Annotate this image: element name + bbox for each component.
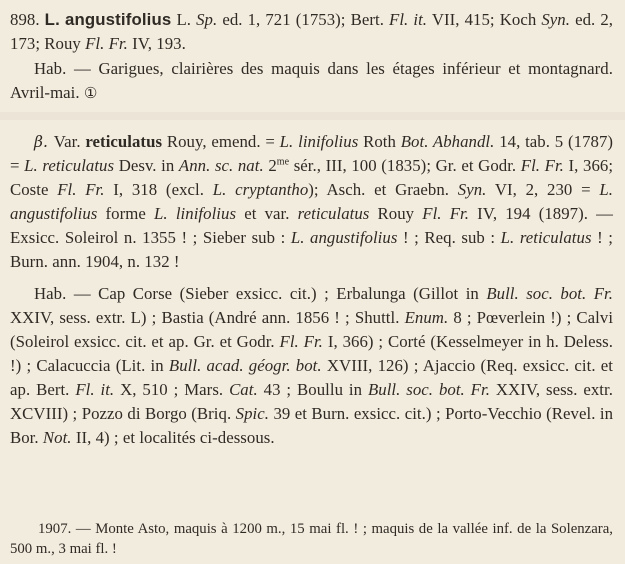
- habitat-text: II, 4) ; et localités ci-dessous.: [75, 428, 275, 447]
- variety-rank: Var.: [53, 132, 81, 151]
- citation-detail: ); Asch. et Graebn.: [308, 180, 450, 199]
- citation-work: Fl. Fr.: [85, 34, 128, 53]
- series-superscript: me: [276, 156, 290, 168]
- citation-work: Fl. Fr.: [520, 156, 564, 175]
- citation-detail: ! ; Req. sub :: [402, 228, 496, 247]
- citation-detail: 14, tab. 5 (1787) =: [10, 132, 614, 175]
- life-form-symbol: ①: [83, 84, 98, 102]
- habitat-text: 43 ; Boullu in: [263, 380, 363, 399]
- citation-detail: VI, 2, 230 =: [494, 180, 591, 199]
- citation-work: Fl. it.: [389, 10, 428, 29]
- citation-work: Fl. Fr.: [422, 204, 469, 223]
- citation-work: Fl. it.: [75, 380, 115, 399]
- synonym-genus: L.: [599, 180, 614, 199]
- citation-detail: ed. 2, 173; Rouy: [10, 10, 614, 53]
- form-name: L. linifolius: [154, 204, 237, 223]
- citation-work: Fl. Fr.: [279, 332, 323, 351]
- taxon-genus-abbrev: L.: [44, 10, 60, 29]
- habitat-text: 8 ; Pœverlein !) ; Calvi (Soleirol exsicc. cit. et ap. Gr. et Godr.: [10, 308, 614, 351]
- exsiccata-name: L. reticulatus: [500, 228, 592, 247]
- citation-detail: IV, 194 (1897). — Exsicc. Soleirol n. 1355 ! ; Sieber sub :: [10, 204, 613, 247]
- synonym-author: Roth: [363, 132, 396, 151]
- synonym-author: Desv. in: [118, 156, 175, 175]
- citation-detail: ed. 1, 721 (1753); Bert.: [222, 10, 384, 29]
- habitat-paragraph: [10, 57, 613, 105]
- synonym-author: Rouy: [377, 204, 415, 223]
- habitat-text: X, 510 ; Mars.: [120, 380, 224, 399]
- citation-detail: ! ; Burn. ann. 1904, n. 132 !: [10, 228, 613, 271]
- series-number: 2: [268, 156, 277, 175]
- conjunction: et var.: [244, 204, 290, 223]
- habitat-text: Hab. — Cap Corse (Sieber exsicc. cit.) ; Erbalunga (Gillot in: [34, 284, 479, 303]
- variety-name: reticulatus: [85, 132, 163, 151]
- citation-work: Bot. Abhandl.: [400, 132, 495, 151]
- species-heading: [10, 8, 613, 56]
- form-label: forme: [105, 204, 146, 223]
- synonym-species: linifolius: [298, 132, 359, 151]
- citation-work: Enum.: [404, 308, 449, 327]
- citation-detail: sér., III, 100 (1835); Gr. et Godr.: [293, 156, 517, 175]
- synonym-species: reticulatus: [42, 156, 115, 175]
- synonym-species: angustifolius: [10, 204, 98, 223]
- variety-synonym: reticulatus: [297, 204, 370, 223]
- citation-work: Ann. sc. nat.: [178, 156, 264, 175]
- variety-entry: [10, 130, 613, 450]
- citation-work: Cat.: [229, 380, 258, 399]
- citation-work: Spic.: [235, 404, 269, 423]
- collection-note: [10, 519, 613, 559]
- citation-detail: I, 366; Coste: [10, 156, 614, 199]
- synonym-genus: L.: [279, 132, 294, 151]
- citation-work: Bull. acad. géogr. bot.: [168, 356, 322, 375]
- excluded-taxon: L. cryptantho: [212, 180, 309, 199]
- greek-marker: β.: [34, 133, 48, 151]
- citation-detail: VII, 415; Koch: [431, 10, 537, 29]
- habitat-text: Hab. — Garigues, clairières des maquis dans les étages inférieur et montagnard. Avril-mai.: [10, 59, 613, 102]
- citation-work: Syn.: [541, 10, 570, 29]
- variety-author: Rouy, emend. =: [166, 132, 275, 151]
- citation-work: Bull. soc. bot. Fr.: [367, 380, 490, 399]
- citation-work: Not.: [42, 428, 72, 447]
- variety-synonymy: [10, 130, 613, 274]
- citation-detail: IV, 193.: [132, 34, 186, 53]
- variety-habitat: [10, 282, 613, 450]
- entry-number: 898.: [10, 10, 40, 29]
- exsiccata-name: L. angustifolius: [290, 228, 398, 247]
- taxon-species-name: angustifolius: [64, 10, 172, 29]
- citation-detail: I, 318 (excl.: [113, 180, 204, 199]
- synonym-genus: L.: [24, 156, 38, 175]
- citation-work: Sp.: [196, 10, 218, 29]
- habitat-text: XXIV, sess. extr. XCVIII) ; Pozzo di Borgo (Briq.: [10, 380, 613, 423]
- citation-work: Bull. soc. bot. Fr.: [486, 284, 613, 303]
- citation-work: Syn.: [457, 180, 487, 199]
- habitat-text: XVIII, 126) ; Ajaccio (Req. exsicc. cit. et ap. Bert.: [10, 356, 614, 399]
- citation-author: L.: [176, 10, 191, 29]
- species-entry: [10, 8, 613, 105]
- habitat-text: I, 366) ; Corté (Kesselmeyer in h. Deless. !) ; Calacuccia (Lit. in: [10, 332, 613, 375]
- collection-note-text: 1907. — Monte Asto, maquis à 1200 m., 15 mai fl. ! ; maquis de la vallée inf. de la Solenzara, 500 m., 3 mai fl. !: [10, 521, 613, 557]
- habitat-text: XXIV, sess. extr. L) ; Bastia (André ann. 1856 ! ; Shuttl.: [10, 308, 400, 327]
- habitat-text: 39 et Burn. exsicc. cit.) ; Porto-Vecchio (Revel. in Bor.: [10, 404, 614, 447]
- citation-work: Fl. Fr.: [57, 180, 105, 199]
- section-divider: [0, 112, 625, 120]
